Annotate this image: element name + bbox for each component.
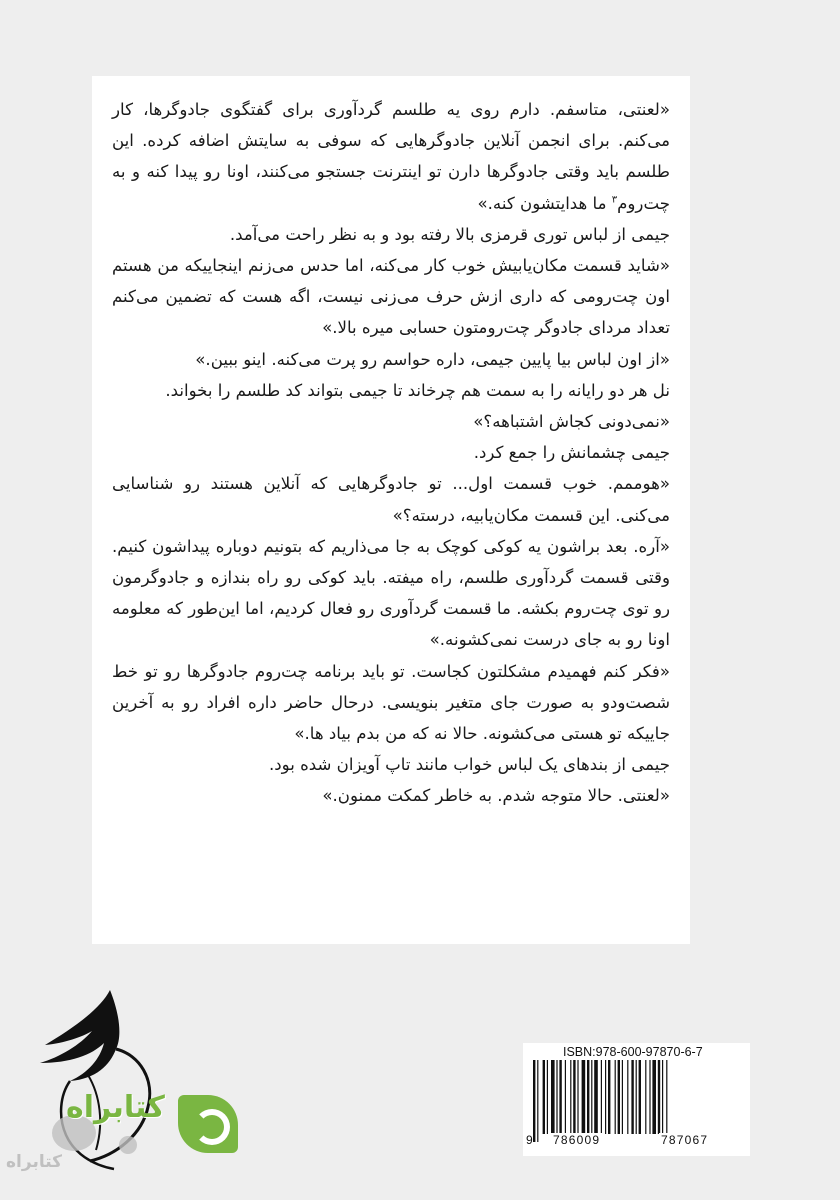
paragraph bbox=[112, 375, 670, 406]
logo-text: کتابراه bbox=[66, 1090, 165, 1125]
paragraph-text: جیمی از لباس توری قرمزی بالا رفته بود و به نظر راحت می‌آمد. bbox=[229, 224, 670, 244]
paragraph bbox=[112, 344, 670, 375]
paragraph-text: «از اون لباس بیا پایین جیمی، داره حواسم رو پرت می‌کنه. اینو ببین.» bbox=[195, 349, 670, 369]
paragraph-text: «آره. بعد براشون یه کوکی کوچک به جا می‌ذاریم که بتونیم دوباره پیداشون کنیم. وقتی قسمت گردآوری طلسم، راه میفته. باید کوکی رو راه بندازه و جادوگرمون رو توی چت‌روم بکشه. ما قسمت گردآوری رو فعال کردیم، اما این‌طور که معلومه اونا رو به جای درست نمی‌کشونه.» bbox=[112, 536, 670, 650]
barcode-bar bbox=[594, 1060, 598, 1134]
barcode-bar bbox=[658, 1060, 660, 1134]
paragraph bbox=[112, 749, 670, 780]
text-panel bbox=[92, 76, 690, 944]
barcode-digit-lead: 9 bbox=[526, 1133, 533, 1147]
barcode-bar bbox=[615, 1060, 616, 1134]
barcode-bar bbox=[622, 1060, 623, 1134]
brand-mark-icon bbox=[178, 1095, 238, 1153]
barcode-bar bbox=[608, 1060, 610, 1134]
barcode-bar bbox=[565, 1060, 566, 1134]
barcode-bar bbox=[533, 1060, 535, 1142]
barcode-bar bbox=[573, 1060, 575, 1134]
barcode-bar bbox=[547, 1060, 548, 1134]
paragraph bbox=[112, 780, 670, 811]
barcode-bar bbox=[559, 1060, 561, 1134]
barcode-bar bbox=[601, 1060, 602, 1142]
barcode-bar bbox=[543, 1060, 545, 1134]
paragraph-text: جیمی چشمانش را جمع کرد. bbox=[473, 443, 670, 463]
barcode-bar bbox=[666, 1060, 667, 1142]
body-text bbox=[112, 94, 670, 812]
paragraph-text: «لعنتی. حالا متوجه شدم. به خاطر کمکت ممنون.» bbox=[322, 786, 670, 806]
barcode-bar bbox=[631, 1060, 633, 1134]
barcode-bar bbox=[556, 1060, 557, 1134]
paragraph-text: «فکر کنم فهمیدم مشکلتون کجاست. تو باید برنامه چت‌روم جادوگرها رو تو خط شصت‌ودو به صورت جای متغیر بنویسی. درحال حاضر داره افراد رو به آخرین جاییکه تو هستی می‌کشونه. حالا نه که من بدم بیاد ها.» bbox=[112, 661, 670, 744]
paragraph-text: «نمی‌دونی کجاش اشتباهه؟» bbox=[473, 412, 670, 432]
paragraph bbox=[112, 250, 670, 344]
paragraph-text: جیمی از بندهای یک لباس خواب مانند تاپ آویزان شده بود. bbox=[268, 755, 670, 775]
paragraph-text: ما هدایتشون کنه.» bbox=[477, 193, 612, 213]
barcode-bar bbox=[662, 1060, 663, 1134]
barcode-bar bbox=[652, 1060, 656, 1134]
isbn-barcode bbox=[523, 1043, 750, 1156]
barcode-digits-right: 787067 bbox=[661, 1133, 709, 1147]
barcode-bar bbox=[645, 1060, 646, 1134]
paragraph bbox=[112, 219, 670, 250]
paragraph-text: نل هر دو رایانه را به سمت هم چرخاند تا جیمی بتواند کد طلسم را بخواند. bbox=[165, 380, 670, 400]
barcode-bar bbox=[582, 1060, 586, 1134]
paragraph bbox=[112, 468, 670, 530]
barcode-digits-left: 786009 bbox=[553, 1133, 601, 1147]
barcode-bar bbox=[570, 1060, 571, 1134]
barcode-bar bbox=[649, 1060, 650, 1134]
barcode-bar bbox=[551, 1060, 555, 1134]
paragraph-text: «لعنتی، متاسفم. دارم روی یه طلسم گردآوری برای گفتگوی جادوگرها، کار می‌کنم. برای انجمن آنلاین جادوگرهایی که سوفی به سایتش اضافه کرده. این طلسم باید وقتی جادوگرها دارن تو اینترنت جستجو می‌کنند، اونا رو پیدا کنه و به چت‌روم bbox=[112, 100, 670, 213]
barcode-bar bbox=[639, 1060, 641, 1134]
paragraph bbox=[112, 437, 670, 468]
barcode-bar bbox=[605, 1060, 606, 1134]
barcode-bar bbox=[591, 1060, 592, 1134]
barcode-bar bbox=[577, 1060, 578, 1134]
paragraph bbox=[112, 531, 670, 656]
barcode-bar bbox=[537, 1060, 538, 1142]
barcode-bar bbox=[587, 1060, 589, 1134]
barcode-bars bbox=[533, 1060, 740, 1142]
barcode-bar bbox=[636, 1060, 637, 1134]
barcode-bar bbox=[627, 1060, 628, 1134]
paragraph-text: «شاید قسمت مکان‌یابیش خوب کار می‌کنه، اما حدس می‌زنم اینجاییکه من هستم اون چت‌رومی که داری ازش حرف می‌زنی نیست، اگه هست که تضمین می‌کنم تعداد مردای جادوگر چت‌رومتون حسابی میره بالا.» bbox=[112, 256, 670, 338]
watermark-text: کتابراه bbox=[6, 1152, 63, 1172]
paragraph bbox=[112, 94, 670, 219]
paragraph bbox=[112, 406, 670, 437]
paragraph bbox=[112, 656, 670, 750]
paragraph-text: «هوممم. خوب قسمت اول... تو جادوگرهایی که آنلاین هستند رو شناسایی می‌کنی. این قسمت مکان‌یابیه، درسته؟» bbox=[112, 474, 670, 525]
barcode-bar bbox=[618, 1060, 620, 1134]
isbn-label: ISBN:978-600-97870-6-7 bbox=[563, 1045, 703, 1059]
footnote-marker: ۳ bbox=[611, 194, 618, 206]
